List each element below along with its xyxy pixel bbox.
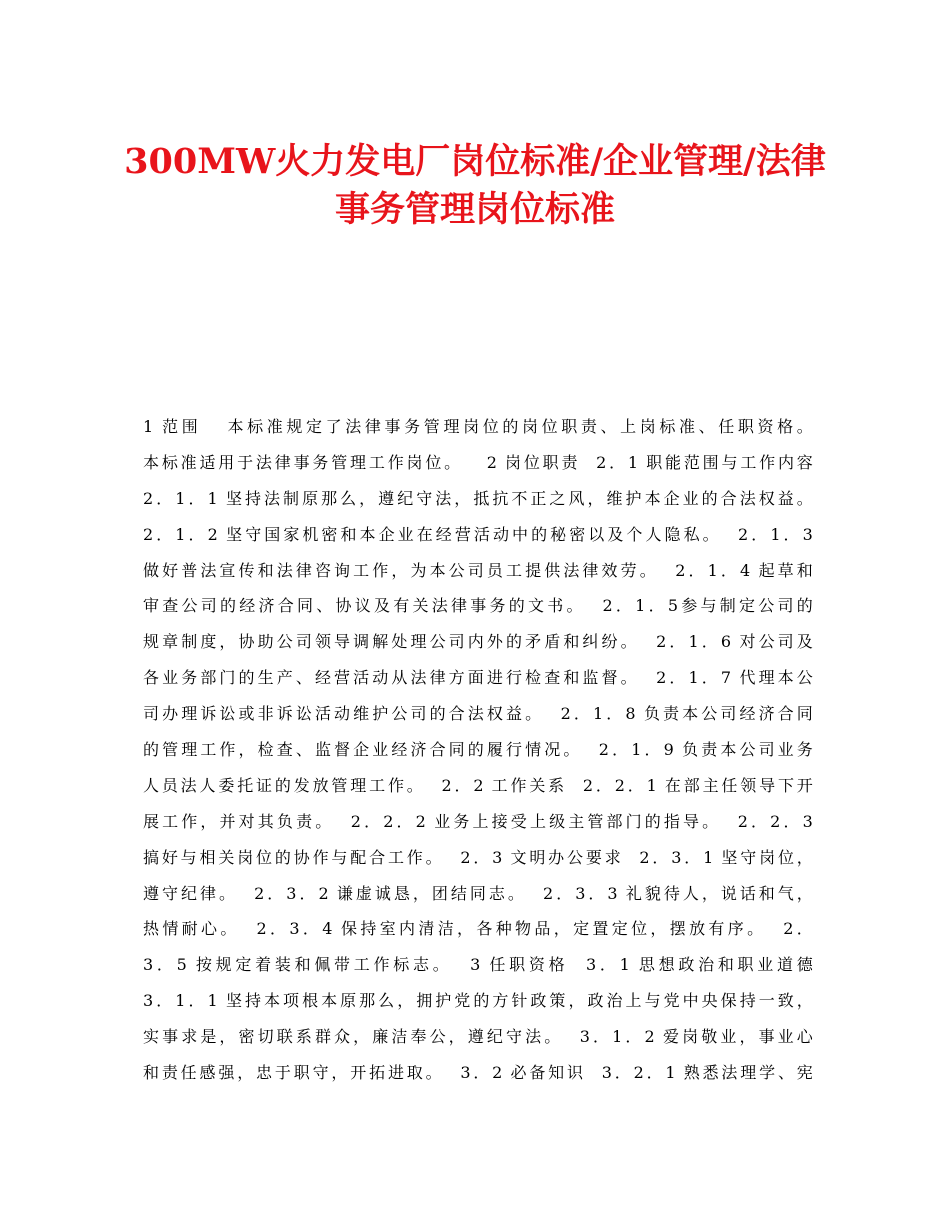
body-line: 司办理诉讼或非诉讼活动维护公司的合法权益。 2．1．8 负责本公司经济合同 xyxy=(143,704,813,724)
body-line: 热情耐心。 2．3．4 保持室内清洁，各种物品，定置定位，摆放有序。 2． xyxy=(143,919,813,939)
body-line: 做好普法宣传和法律咨询工作，为本公司员工提供法律效劳。 2．1．4 起草和 xyxy=(143,560,813,580)
body-line: 搞好与相关岗位的协作与配合工作。 2．3 文明办公要求 2．3．1 坚守岗位， xyxy=(143,847,813,867)
body-line: 规章制度，协助公司领导调解处理公司内外的矛盾和纠纷。 2．1．6 对公司及 xyxy=(143,632,813,652)
body-line: 本标准适用于法律事务管理工作岗位。 2 岗位职责 2．1 职能范围与工作内容 xyxy=(143,452,813,472)
body-line: 2．1．2 坚守国家机密和本企业在经营活动中的秘密以及个人隐私。 2．1．3 xyxy=(143,524,813,544)
body-line: 2．1．1 坚持法制原那么，遵纪守法，抵抗不正之风，维护本企业的合法权益。 xyxy=(143,488,813,508)
title-line-2: 事务管理岗位标准 xyxy=(334,189,615,230)
body-line: 和责任感强，忠于职守，开拓进取。 3．2 必备知识 3．2．1 熟悉法理学、宪 xyxy=(143,1063,813,1083)
document-body xyxy=(143,409,813,1091)
body-line: 1 范围 本标准规定了法律事务管理岗位的岗位职责、上岗标准、任职资格。 xyxy=(143,417,813,436)
body-line: 实事求是，密切联系群众，廉洁奉公，遵纪守法。 3．1．2 爱岗敬业，事业心 xyxy=(143,1027,813,1047)
body-line: 展工作，并对其负责。 2．2．2 业务上接受上级主管部门的指导。 2．2．3 xyxy=(143,811,813,831)
body-line: 遵守纪律。 2．3．2 谦虚诚恳，团结同志。 2．3．3 礼貌待人，说话和气， xyxy=(143,883,813,903)
body-line: 审查公司的经济合同、协议及有关法律事务的文书。 2．1．5参与制定公司的 xyxy=(143,596,813,616)
body-line: 3．1．1 坚持本项根本原那么，拥护党的方针政策，政治上与党中央保持一致， xyxy=(143,991,813,1011)
body-line: 人员法人委托证的发放管理工作。 2．2 工作关系 2．2．1 在部主任领导下开 xyxy=(143,775,813,795)
document-title xyxy=(0,138,950,234)
body-line: 3．5 按规定着装和佩带工作标志。 3 任职资格 3．1 思想政治和职业道德 xyxy=(143,955,813,975)
body-line: 的管理工作，检查、监督企业经济合同的履行情况。 2．1．9 负责本公司业务 xyxy=(143,740,813,760)
body-line: 各业务部门的生产、经营活动从法律方面进行检查和监督。 2．1．7 代理本公 xyxy=(143,668,813,688)
title-line-1: 300MW火力发电厂岗位标准/企业管理/法律 xyxy=(124,141,826,182)
